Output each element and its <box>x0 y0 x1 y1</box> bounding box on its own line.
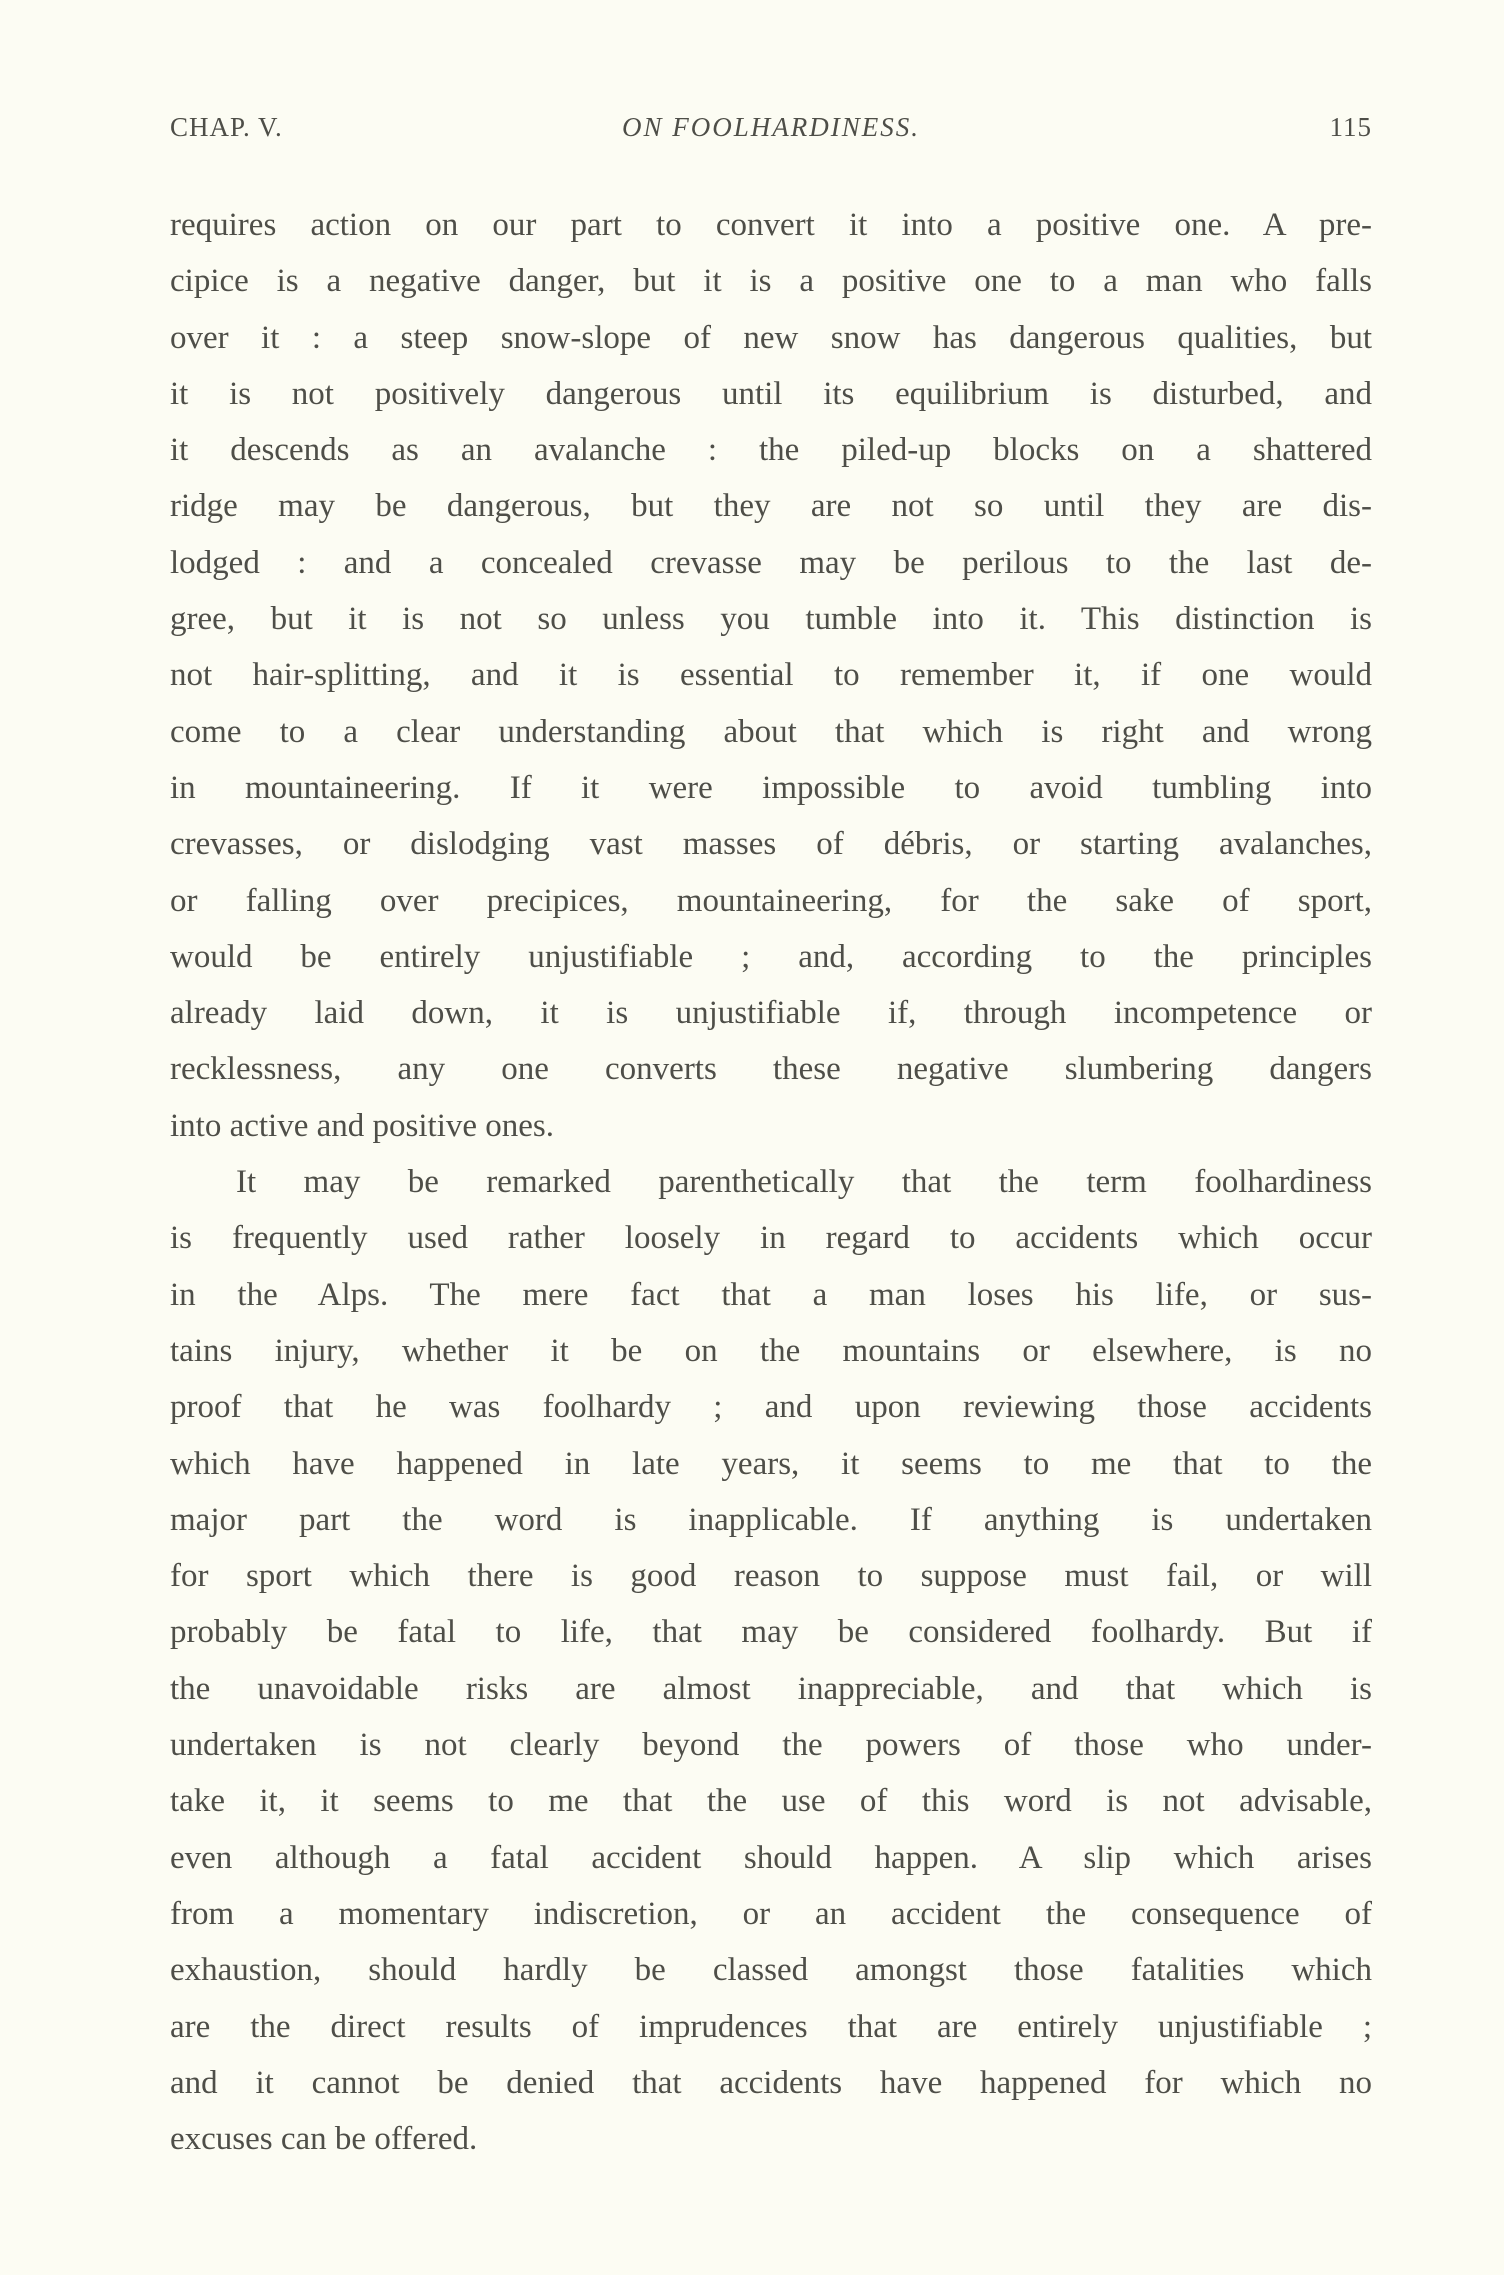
text-line: in the Alps. The mere fact that a man loses his life, or sus- <box>170 1276 1372 1313</box>
text-line: in mountaineering. If it were impossible to avoid tumbling into <box>170 769 1372 806</box>
text-line: ridge may be dangerous, but they are not so until they are dis- <box>170 488 1372 525</box>
running-title: ON FOOLHARDINESS. <box>622 112 920 142</box>
text-line: already laid down, it is unjustifiable if, through incompetence or <box>170 995 1372 1032</box>
text-line: cipice is a negative danger, but it is a positive one to a man who falls <box>170 263 1372 300</box>
text-line: into active and positive ones. <box>170 1107 554 1144</box>
text-line: tains injury, whether it be on the mountains or elsewhere, is no <box>170 1332 1372 1369</box>
text-line: It may be remarked parenthetically that the term foolhardiness <box>236 1164 1372 1201</box>
text-line: even although a fatal accident should happen. A slip which arises <box>170 1839 1372 1876</box>
text-line: for sport which there is good reason to suppose must fail, or will <box>170 1558 1372 1595</box>
text-line: and it cannot be denied that accidents have happened for which no <box>170 2064 1372 2101</box>
text-line: gree, but it is not so unless you tumble into it. This distinction is <box>170 601 1372 638</box>
text-line: come to a clear understanding about that which is right and wrong <box>170 713 1372 750</box>
text-line: are the direct results of imprudences that are entirely unjustifiable ; <box>170 2008 1372 2045</box>
text-line: proof that he was foolhardy ; and upon reviewing those accidents <box>170 1389 1372 1426</box>
paragraph <box>170 197 1372 1154</box>
running-header <box>170 112 1372 162</box>
text-line: is frequently used rather loosely in regard to accidents which occur <box>170 1220 1372 1257</box>
text-line: would be entirely unjustifiable ; and, according to the principles <box>170 938 1372 975</box>
text-line: not hair-splitting, and it is essential to remember it, if one would <box>170 657 1372 694</box>
page-number: 115 <box>1329 112 1372 142</box>
text-line: recklessness, any one converts these negative slumbering dangers <box>170 1051 1372 1088</box>
text-line: it descends as an avalanche : the piled-up blocks on a shattered <box>170 432 1372 469</box>
body-text <box>170 197 1372 2167</box>
text-line: crevasses, or dislodging vast masses of débris, or starting avalanches, <box>170 826 1372 863</box>
text-line: excuses can be offered. <box>170 2121 478 2158</box>
text-line: exhaustion, should hardly be classed amongst those fatalities which <box>170 1952 1372 1989</box>
chapter-label: CHAP. V. <box>170 112 283 142</box>
text-line: or falling over precipices, mountaineering, for the sake of sport, <box>170 882 1372 919</box>
text-line: lodged : and a concealed crevasse may be perilous to the last de- <box>170 544 1372 581</box>
text-line: major part the word is inapplicable. If anything is undertaken <box>170 1501 1372 1538</box>
text-line: requires action on our part to convert it into a positive one. A pre- <box>170 207 1372 243</box>
text-line: undertaken is not clearly beyond the powers of those who under- <box>170 1727 1372 1764</box>
paragraph <box>170 1154 1372 2167</box>
text-line: from a momentary indiscretion, or an accident the consequence of <box>170 1895 1372 1932</box>
text-line: probably be fatal to life, that may be considered foolhardy. But if <box>170 1614 1372 1651</box>
text-line: over it : a steep snow-slope of new snow has dangerous qualities, but <box>170 319 1372 356</box>
text-line: which have happened in late years, it seems to me that to the <box>170 1445 1372 1482</box>
text-line: it is not positively dangerous until its equilibrium is disturbed, and <box>170 375 1372 412</box>
text-line: take it, it seems to me that the use of this word is not advisable, <box>170 1783 1372 1820</box>
text-line: the unavoidable risks are almost inappreciable, and that which is <box>170 1670 1372 1707</box>
